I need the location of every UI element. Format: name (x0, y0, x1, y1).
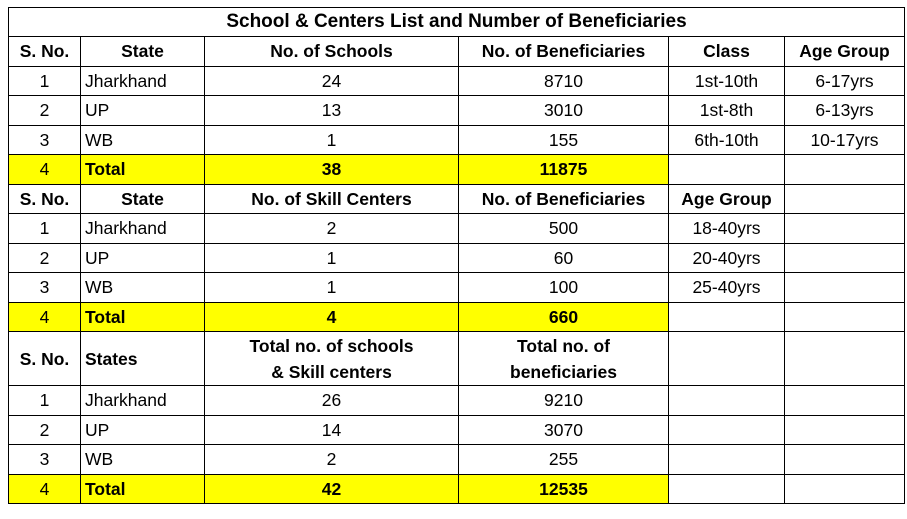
total-label: Total (81, 474, 205, 504)
cell-sno: 2 (9, 415, 81, 445)
cell-age: 20-40yrs (669, 243, 785, 273)
cell-count: 2 (205, 214, 459, 244)
cell-age: 18-40yrs (669, 214, 785, 244)
empty-cell (785, 386, 905, 416)
table-row (9, 243, 905, 273)
cell-sno: 4 (9, 474, 81, 504)
empty-cell (669, 302, 785, 332)
cell-state: UP (81, 96, 205, 126)
cell-age: 6-17yrs (785, 66, 905, 96)
schools-header-row (9, 37, 905, 67)
header-age-group: Age Group (785, 37, 905, 67)
cell-state: UP (81, 415, 205, 445)
cell-sno: 4 (9, 302, 81, 332)
cell-class: 1st-10th (669, 66, 785, 96)
combined-header-row (9, 332, 905, 386)
cell-count: 2 (205, 445, 459, 475)
header-no-of-schools: No. of Schools (205, 37, 459, 67)
cell-age: 25-40yrs (669, 273, 785, 303)
cell-beneficiaries: 60 (459, 243, 669, 273)
header-state: State (81, 184, 205, 214)
header-age-group: Age Group (669, 184, 785, 214)
cell-count: 26 (205, 386, 459, 416)
cell-state: WB (81, 445, 205, 475)
total-row (9, 155, 905, 185)
cell-count: 13 (205, 96, 459, 126)
cell-sno: 1 (9, 386, 81, 416)
cell-sno: 3 (9, 445, 81, 475)
cell-state: WB (81, 125, 205, 155)
total-beneficiaries: 660 (459, 302, 669, 332)
empty-cell (785, 243, 905, 273)
cell-state: Jharkhand (81, 214, 205, 244)
cell-count: 14 (205, 415, 459, 445)
cell-sno: 3 (9, 273, 81, 303)
empty-cell (785, 445, 905, 475)
empty-cell (669, 415, 785, 445)
header-line: beneficiaries (510, 361, 617, 382)
table-row (9, 445, 905, 475)
header-line: Total no. of schools (249, 335, 414, 356)
empty-cell (785, 415, 905, 445)
cell-state: Jharkhand (81, 386, 205, 416)
total-count: 38 (205, 155, 459, 185)
empty-cell (669, 155, 785, 185)
cell-count: 1 (205, 125, 459, 155)
table-row (9, 415, 905, 445)
header-class: Class (669, 37, 785, 67)
header-total-schools-centers (205, 332, 459, 386)
cell-class: 6th-10th (669, 125, 785, 155)
empty-cell (669, 386, 785, 416)
cell-sno: 2 (9, 243, 81, 273)
empty-cell (785, 273, 905, 303)
total-row (9, 474, 905, 504)
cell-count: 1 (205, 243, 459, 273)
total-label: Total (81, 155, 205, 185)
empty-cell (785, 155, 905, 185)
cell-beneficiaries: 255 (459, 445, 669, 475)
cell-beneficiaries: 9210 (459, 386, 669, 416)
header-state: State (81, 37, 205, 67)
header-beneficiaries: No. of Beneficiaries (459, 37, 669, 67)
total-label: Total (81, 302, 205, 332)
cell-class: 1st-8th (669, 96, 785, 126)
cell-sno: 1 (9, 214, 81, 244)
empty-cell (669, 445, 785, 475)
empty-cell (785, 332, 905, 386)
header-sno: S. No. (9, 332, 81, 386)
header-sno: S. No. (9, 184, 81, 214)
cell-state: WB (81, 273, 205, 303)
empty-cell (785, 474, 905, 504)
cell-sno: 3 (9, 125, 81, 155)
cell-age: 10-17yrs (785, 125, 905, 155)
total-count: 4 (205, 302, 459, 332)
cell-beneficiaries: 3070 (459, 415, 669, 445)
cell-age: 6-13yrs (785, 96, 905, 126)
cell-beneficiaries: 3010 (459, 96, 669, 126)
cell-sno: 4 (9, 155, 81, 185)
header-states: States (81, 332, 205, 386)
table-row (9, 386, 905, 416)
table-row (9, 66, 905, 96)
beneficiaries-table (8, 7, 905, 504)
table-row (9, 273, 905, 303)
empty-cell (785, 184, 905, 214)
cell-count: 1 (205, 273, 459, 303)
cell-state: Jharkhand (81, 66, 205, 96)
cell-state: UP (81, 243, 205, 273)
empty-cell (669, 332, 785, 386)
cell-sno: 1 (9, 66, 81, 96)
header-no-of-skill-centers: No. of Skill Centers (205, 184, 459, 214)
total-count: 42 (205, 474, 459, 504)
table-title: School & Centers List and Number of Beneficiaries (9, 8, 905, 37)
table-row (9, 96, 905, 126)
header-beneficiaries: No. of Beneficiaries (459, 184, 669, 214)
title-row (9, 8, 905, 37)
cell-beneficiaries: 8710 (459, 66, 669, 96)
total-row (9, 302, 905, 332)
empty-cell (669, 474, 785, 504)
header-sno: S. No. (9, 37, 81, 67)
table-row (9, 214, 905, 244)
cell-beneficiaries: 100 (459, 273, 669, 303)
header-line: & Skill centers (271, 361, 392, 382)
cell-beneficiaries: 500 (459, 214, 669, 244)
cell-sno: 2 (9, 96, 81, 126)
table-row (9, 125, 905, 155)
header-line: Total no. of (517, 335, 610, 356)
header-total-beneficiaries (459, 332, 669, 386)
total-beneficiaries: 12535 (459, 474, 669, 504)
empty-cell (785, 302, 905, 332)
cell-beneficiaries: 155 (459, 125, 669, 155)
cell-count: 24 (205, 66, 459, 96)
skill-header-row (9, 184, 905, 214)
total-beneficiaries: 11875 (459, 155, 669, 185)
empty-cell (785, 214, 905, 244)
